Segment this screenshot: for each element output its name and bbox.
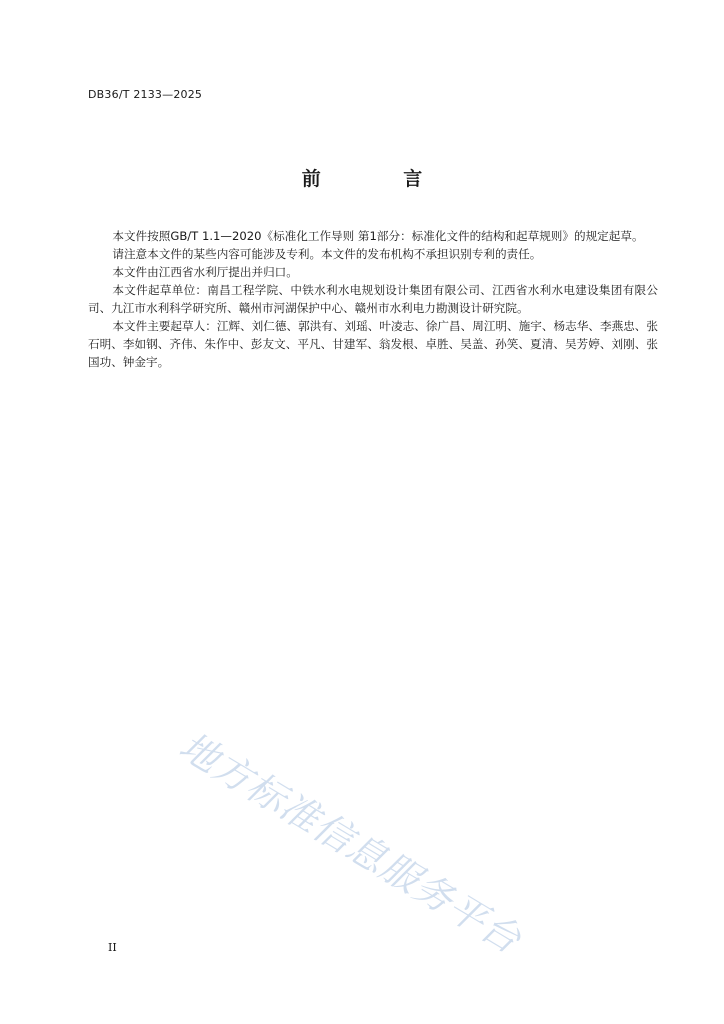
paragraph: 请注意本文件的某些内容可能涉及专利。本文件的发布机构不承担识别专利的责任。 <box>112 247 542 261</box>
page-number: II <box>108 941 117 954</box>
foreword-body <box>88 227 658 371</box>
paragraph: 本文件起草单位：南昌工程学院、中铁水利水电规划设计集团有限公司、江西省水利水电建设集团有限公司、九江市水利科学研究所、赣州市河湖保护中心、赣州市水利电力勘测设计研究院。 <box>88 283 658 315</box>
paragraph: 本文件由江西省水利厅提出并归口。 <box>112 265 298 279</box>
paragraph: 本文件主要起草人：江辉、刘仁德、郭洪有、刘瑶、叶凌志、徐广昌、周江明、施宇、杨志华、李燕忠、张石明、李如钢、齐伟、朱作中、彭友文、平凡、甘建军、翁发根、卓胜、吴盖、孙笑、夏清、吴芳婷、刘刚、张国功、钟金宇。 <box>88 319 658 369</box>
document-code: DB36/T 2133—2025 <box>88 88 203 101</box>
watermark: 地方标准信息服务平台 <box>171 723 529 963</box>
paragraph: 本文件按照GB/T 1.1—2020《标准化工作导则 第1部分：标准化文件的结构和起草规则》的规定起草。 <box>112 229 644 243</box>
section-title: 前 言 <box>301 168 461 190</box>
